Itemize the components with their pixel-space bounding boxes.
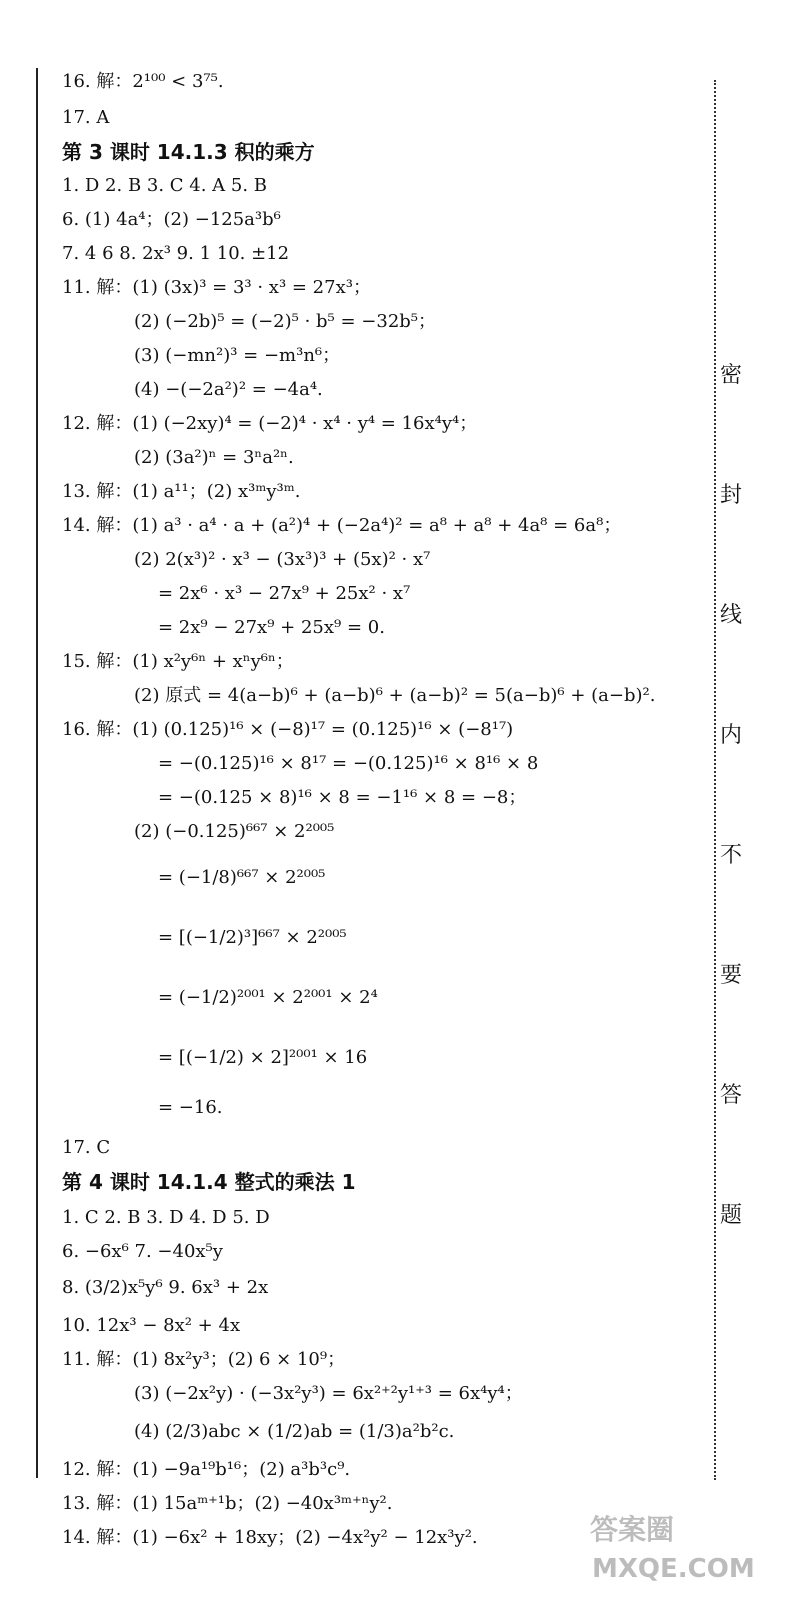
- answer-line: (3) (−mn²)³ = −m³n⁶；: [134, 345, 341, 366]
- answer-line: (4) −(−2a²)² = −4a⁴.: [134, 379, 323, 400]
- seal-dotted-line: [714, 80, 716, 1480]
- answer-line: (4) (2/3)abc × (1/2)ab = (1/3)a²b²c.: [134, 1421, 455, 1442]
- seal-char: 封: [716, 478, 746, 509]
- seal-char: 题: [716, 1198, 746, 1229]
- answer-line: 8. (3/2)x⁵y⁶ 9. 6x³ + 2x: [62, 1277, 269, 1298]
- answer-line: 13. 解：(1) 15aᵐ⁺¹b；(2) −40x³ᵐ⁺ⁿy².: [62, 1493, 393, 1514]
- answer-line: 17. A: [62, 107, 110, 128]
- seal-char: 线: [716, 598, 746, 629]
- answer-line: 16. 解：(1) (0.125)¹⁶ × (−8)¹⁷ = (0.125)¹⁶ × (−8¹⁷): [62, 719, 514, 740]
- answer-line: = (−1/2)²⁰⁰¹ × 2²⁰⁰¹ × 2⁴: [158, 987, 378, 1008]
- seal-char: 不: [716, 838, 746, 869]
- answer-line: (2) 2(x³)² · x³ − (3x³)³ + (5x)² · x⁷: [134, 549, 431, 570]
- answer-line: = −16.: [158, 1097, 223, 1118]
- answer-line: (2) (3a²)ⁿ = 3ⁿa²ⁿ.: [134, 447, 294, 468]
- section-heading: 第 4 课时 14.1.4 整式的乘法 1: [62, 1170, 356, 1194]
- section-heading: 第 3 课时 14.1.3 积的乘方: [62, 140, 315, 164]
- answer-line: 6. (1) 4a⁴；(2) −125a³b⁶: [62, 209, 281, 230]
- answer-line: = 2x⁹ − 27x⁹ + 25x⁹ = 0.: [158, 617, 385, 638]
- answer-line: 11. 解：(1) 8x²y³；(2) 6 × 10⁹；: [62, 1349, 346, 1370]
- answer-line: 10. 12x³ − 8x² + 4x: [62, 1315, 241, 1336]
- answer-line: (2) 原式 = 4(a−b)⁶ + (a−b)⁶ + (a−b)² = 5(a−b)⁶ + (a−b)².: [134, 685, 656, 706]
- answer-line: 16. 解：2¹⁰⁰ < 3⁷⁵.: [62, 71, 224, 92]
- answer-line: 1. C 2. B 3. D 4. D 5. D: [62, 1207, 270, 1228]
- answer-line: = [(−1/2) × 2]²⁰⁰¹ × 16: [158, 1047, 368, 1068]
- answer-line: 14. 解：(1) −6x² + 18xy；(2) −4x²y² − 12x³y².: [62, 1527, 478, 1548]
- seal-char: 答: [716, 1078, 746, 1109]
- answer-line: (2) (−0.125)⁶⁶⁷ × 2²⁰⁰⁵: [134, 821, 335, 842]
- answer-line: = [(−1/2)³]⁶⁶⁷ × 2²⁰⁰⁵: [158, 927, 347, 948]
- answer-line: 15. 解：(1) x²y⁶ⁿ + xⁿy⁶ⁿ；: [62, 651, 294, 672]
- watermark-url: MXQE.COM: [592, 1554, 755, 1584]
- seal-char: 要: [716, 958, 746, 989]
- answer-line: 12. 解：(1) −9a¹⁹b¹⁶；(2) a³b³c⁹.: [62, 1459, 351, 1480]
- answer-line: (3) (−2x²y) · (−3x²y³) = 6x²⁺²y¹⁺³ = 6x⁴y⁴；: [134, 1383, 523, 1404]
- answer-line: = 2x⁶ · x³ − 27x⁹ + 25x² · x⁷: [158, 583, 411, 604]
- watermark-logo: 答案圈: [590, 1513, 675, 1546]
- answer-line: 6. −6x⁶ 7. −40x⁵y: [62, 1241, 223, 1262]
- answer-line: 13. 解：(1) a¹¹；(2) x³ᵐy³ᵐ.: [62, 481, 301, 502]
- answer-line: 14. 解：(1) a³ · a⁴ · a + (a²)⁴ + (−2a⁴)² = a⁸ + a⁸ + 4a⁸ = 6a⁸；: [62, 515, 622, 536]
- seal-char: 密: [716, 358, 746, 389]
- answer-line: = −(0.125 × 8)¹⁶ × 8 = −1¹⁶ × 8 = −8；: [158, 787, 527, 808]
- answer-line: 17. C: [62, 1137, 111, 1158]
- seal-char: 内: [716, 718, 746, 749]
- left-margin-rule: [36, 68, 38, 1478]
- answer-line: 12. 解：(1) (−2xy)⁴ = (−2)⁴ · x⁴ · y⁴ = 16x⁴y⁴；: [62, 413, 478, 434]
- answer-line: 1. D 2. B 3. C 4. A 5. B: [62, 175, 268, 196]
- answer-line: = −(0.125)¹⁶ × 8¹⁷ = −(0.125)¹⁶ × 8¹⁶ × 8: [158, 753, 539, 774]
- answer-line: 7. 4 6 8. 2x³ 9. 1 10. ±12: [62, 243, 290, 264]
- answer-line: = (−1/8)⁶⁶⁷ × 2²⁰⁰⁵: [158, 867, 326, 888]
- answer-line: (2) (−2b)⁵ = (−2)⁵ · b⁵ = −32b⁵；: [134, 311, 437, 332]
- answer-line: 11. 解：(1) (3x)³ = 3³ · x³ = 27x³；: [62, 277, 371, 298]
